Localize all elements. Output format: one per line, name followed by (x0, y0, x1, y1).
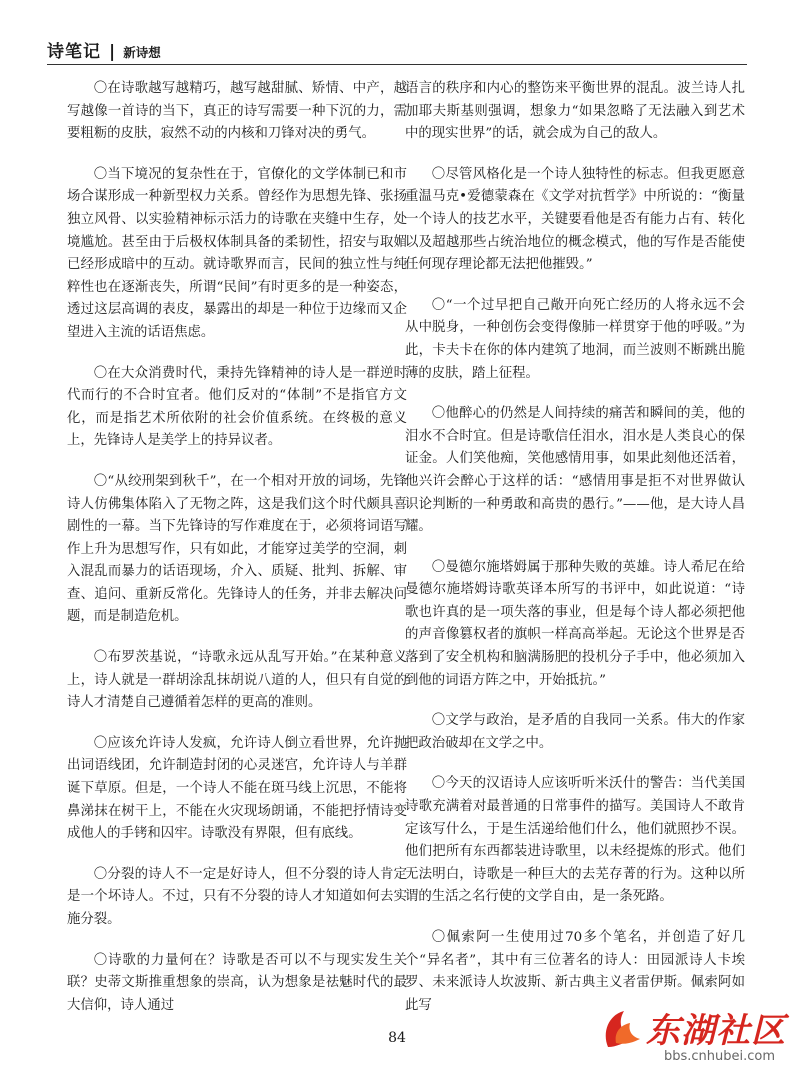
watermark-logo-icon (598, 1003, 650, 1055)
paragraph: 〇分裂的诗人不一定是好诗人，但不分裂的诗人肯定是一个坏诗人。不过，只有不分裂的诗人才知道如何去实施分裂。 (67, 866, 407, 927)
watermark-url: bbs.cnhubei.com (664, 1049, 776, 1064)
paragraph: 〇尽管风格化是一个诗人独特性的标志。但我更愿意重温马克•爱德蒙森在《文学对抗哲学》中所说的：“衡量一个诗人的技艺水平，关键要看他是否有能力占有、转化以及超越那些占统治地位的概念模式，他的写作是否能使任何现存理论都无法把他摧毁。” (405, 166, 745, 273)
section-title: 诗笔记 (47, 42, 101, 62)
paragraph: 〇在诗歌越写越精巧，越写越甜腻、矫情、中产，越写越像一首诗的当下，真正的诗写需要一种下沉的力，需要粗粝的皮肤，寂然不动的内核和刀锋对决的勇气。 (67, 81, 407, 142)
paragraph: 〇“一个过早把自己敞开向死亡经历的人将永远不会从中脱身，一种创伤会变得像肺一样贯穿于他的呼吸。”为此，卡夫卡在你的体内建筑了地洞，而兰波则不断跳出脆薄的皮肤，踏上征程。 (405, 297, 745, 381)
paragraph: 〇他醉心的仍然是人间持续的痛苦和瞬间的美，他的泪水不合时宜。但是诗歌信任泪水，泪水是人类良心的保证金。人们笑他痴，笑他感情用事，如果此刻他还活着，他兴许会醉心于这样的话：“感情用事是拒不对世界做认识论判断的一种勇敢和高贵的愚行。”——他，是大诗人昌耀。 (405, 406, 745, 535)
watermark-name: 东湖社区 (646, 1011, 786, 1051)
paragraph: 〇布罗茨基说，“诗歌永远从乱写开始。”在某种意义上，诗人就是一群胡涂乱抹胡说八道的人，但只有自觉的诗人才清楚自己遵循着怎样的更高的准则。 (67, 650, 407, 711)
running-header (47, 37, 161, 63)
paragraph: 〇曼德尔施塔姆属于那种失败的英雄。诗人希尼在给曼德尔施塔姆诗歌英译本所写的书评中，如此说道：“诗歌也许真的是一项失落的事业，但是每个诗人都必须把他的声音像篡权者的旗帜一样高高举起。无论这个世界是否落到了安全机构和脑满肠肥的投机分子手中，他必须加入到他的词语方阵之中，开始抵抗。” (405, 559, 745, 688)
left-column (67, 78, 407, 1018)
paragraph: 〇当下境况的复杂性在于，官僚化的文学体制已和市场合谋形成一种新型权力关系。曾经作为思想先锋、张扬独立风骨、以实验精神标示活力的诗歌在夹缝中生存，处境尴尬。甚至由于后极权体制具备的柔韧性，招安与取媚已经形成暗中的互动。就诗歌界而言，民间的独立性与纯粹性也在逐渐丧失，所谓“民间”有时更多的是一种姿态，透过这层高调的表皮，暴露出的却是一种位于边缘而又企望进入主流的话语焦虑。 (67, 166, 407, 340)
site-watermark (598, 999, 788, 1071)
paragraph: 〇佩索阿一生使用过70多个笔名，并创造了好几个“异名者”，其中有三位著名的诗人：田园派诗人卡埃罗、未来派诗人坎波斯、新古典主义者雷伊斯。佩索阿如此写 (405, 930, 745, 1013)
paragraph: 〇今天的汉语诗人应该听听米沃什的警告：当代美国诗歌充满着对最普通的日常事件的描写。美国诗人不敢肯定该写什么，于是生活递给他们什么，他们就照抄不误。他们把所有东西都装进诗歌里，以未经提炼的形式。他们无法明白，诗歌是一种巨大的去芜存菁的行为。这种以所谓的生活之名行使的文学自由，是一条死路。 (405, 776, 745, 905)
paragraph: 〇文学与政治，是矛盾的自我同一关系。伟大的作家把政治破却在文学之中。 (405, 713, 745, 751)
paragraph: 〇“从绞刑架到秋千”，在一个相对开放的词场，先锋诗人仿佛集体陷入了无物之阵，这是我们这个时代颇具喜剧性的一幕。当下先锋诗的写作难度在于，必须将词语写作上升为思想写作，只有如此，才能穿过美学的空洞，刺入混乱而暴力的话语现场，介入、质疑、批判、拆解、审查、追问、重新反常化。先锋诗人的任务，并非去解决问题，而是制造危机。 (67, 473, 407, 625)
section-subtitle: 新诗想 (123, 45, 161, 60)
header-rule (47, 64, 747, 65)
paragraph: 〇应该允许诗人发疯，允许诗人倒立看世界，允许抛出词语线团，允许制造封闭的心灵迷宫，允许诗人与羊群诞下草原。但是，一个诗人不能在斑马线上沉思，不能将鼻涕抹在树干上，不能在火灾现场朗诵，不能把抒情诗变成他人的手铐和囚牢。诗歌没有界限，但有底线。 (67, 735, 407, 842)
paragraph: 〇在大众消费时代，秉持先锋精神的诗人是一群逆时代而行的不合时宜者。他们反对的“体制”不是指官方文化，而是指艺术所依附的社会价值系统。在终极的意义上，先锋诗人是美学上的持异议者。 (67, 365, 407, 449)
header-separator: | (109, 42, 116, 62)
right-column (405, 78, 745, 1018)
page-number: 84 (388, 1030, 406, 1046)
paragraph-continuation: 语言的秩序和内心的整饬来平衡世界的混乱。波兰诗人扎加耶夫斯基则强调，想象力“如果忽略了无法融入到艺术中的现实世界”的话，就会成为自己的敌人。 (405, 81, 745, 142)
paragraph: 〇诗歌的力量何在？诗歌是否可以不与现实发生关联？史蒂文斯推重想象的崇高，认为想象是祛魅时代的最大信仰，诗人通过 (67, 952, 407, 1013)
